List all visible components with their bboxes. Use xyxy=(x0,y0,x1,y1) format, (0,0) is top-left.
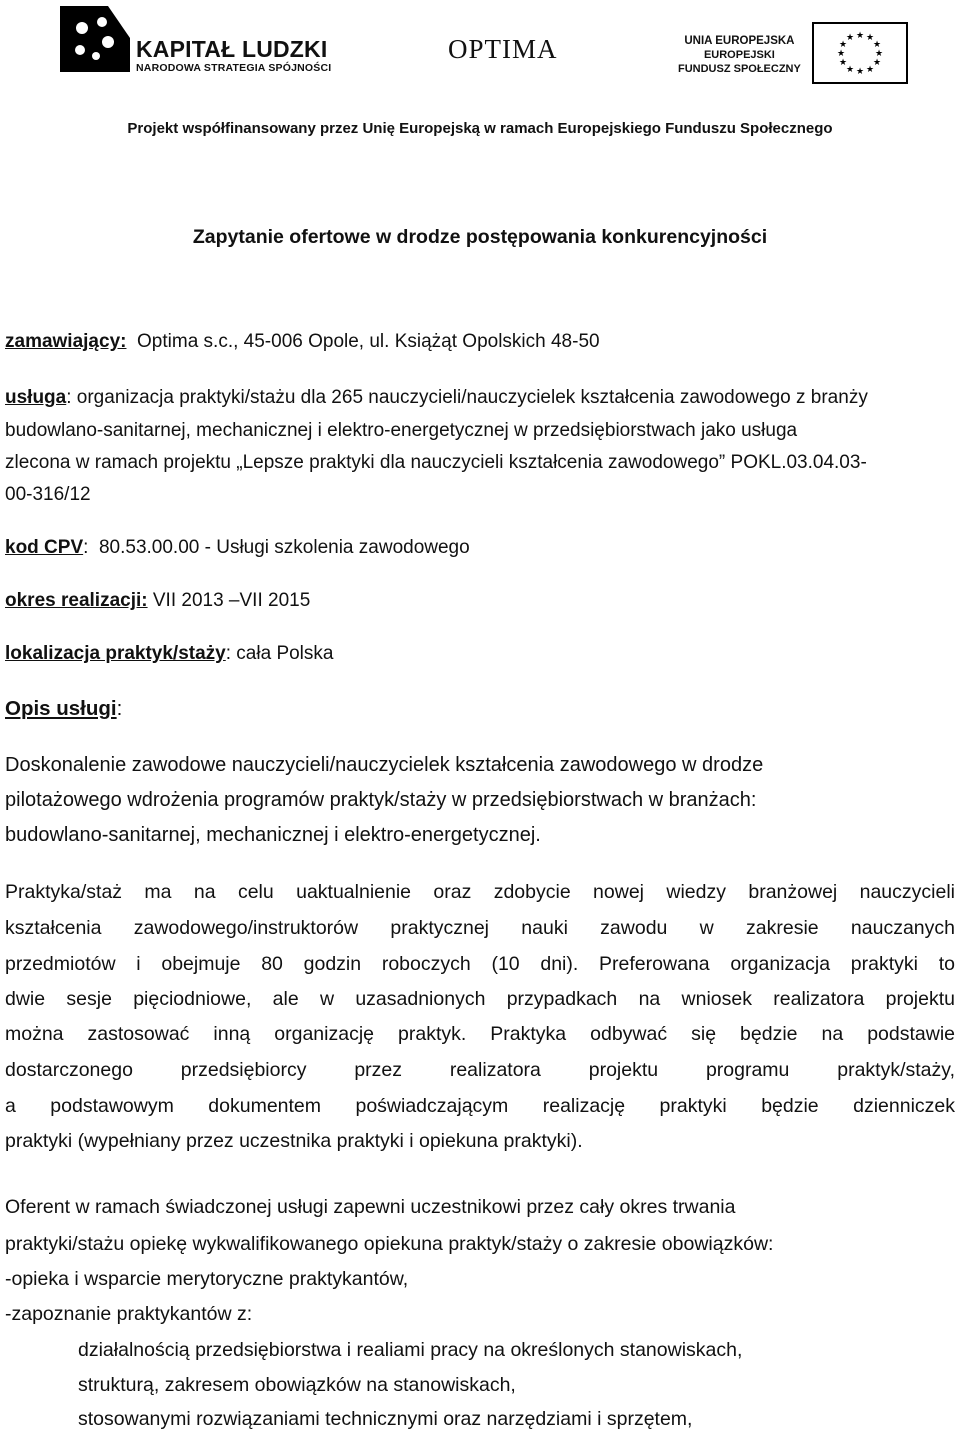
description-suffix: : xyxy=(116,697,123,720)
cpv-label: kod CPV xyxy=(5,537,84,558)
paragraph-3-line: Oferent w ramach świadczonej usługi zapewni uczestnikowi przez cały okres trwania xyxy=(5,1196,736,1218)
paragraph-3-line: -opieka i wsparcie merytoryczne praktykantów, xyxy=(5,1268,409,1290)
project-cofinancing-line: Projekt współfinansowany przez Unię Europejską w ramach Europejskiego Funduszu Społecznego xyxy=(127,120,833,137)
page-title: Zapytanie ofertowe w drodze postępowania konkurencyjności xyxy=(192,226,768,248)
eu-line-1: UNIA EUROPEJSKA xyxy=(684,35,795,47)
svg-text:★: ★ xyxy=(872,40,882,50)
location-label: lokalizacja praktyk/staży xyxy=(5,643,226,664)
service-line-1 xyxy=(5,387,868,409)
svg-text:★: ★ xyxy=(855,31,865,41)
ordering-party-value: Optima s.c., 45-006 Opole, ul. Książąt Opolskich 48-50 xyxy=(126,331,600,352)
paragraph-2-line: a podstawowym dokumentem poświadczającym realizację praktyki będzie dzienniczek xyxy=(5,1095,955,1117)
location-value: : cała Polska xyxy=(225,643,334,664)
paragraph-1-line: budowlano-sanitarnej, mechanicznej i elektro-energetycznej. xyxy=(5,824,541,846)
description-label: Opis usługi xyxy=(5,697,117,720)
service-line-4: 00-316/12 xyxy=(5,484,91,505)
indented-list-item: strukturą, zakresem obowiązków na stanowiskach, xyxy=(78,1374,516,1396)
svg-text:★: ★ xyxy=(838,40,848,50)
service-line-1-text: : organizacja praktyki/stażu dla 265 nauczycieli/nauczycielek kształcenia zawodowego z branży xyxy=(66,387,868,408)
indented-list-item: działalnością przedsiębiorstwa i realiami pracy na określonych stanowiskach, xyxy=(78,1339,743,1361)
cpv-line xyxy=(5,537,470,559)
kapital-ludzki-logo-icon xyxy=(58,4,132,74)
svg-text:★: ★ xyxy=(836,49,846,59)
svg-text:★: ★ xyxy=(838,58,848,68)
paragraph-3-line: praktyki/stażu opiekę wykwalifikowanego opiekuna praktyk/staży o zakresie obowiązków: xyxy=(5,1233,774,1255)
location-line xyxy=(5,643,333,665)
kapital-ludzki-subtitle: NARODOWA STRATEGIA SPÓJNOŚCI xyxy=(136,62,332,74)
paragraph-2-line: kształcenia zawodowego/instruktorów praktycznej nauki zawodu w zakresie nauczanych xyxy=(5,917,955,939)
svg-text:★: ★ xyxy=(855,67,865,77)
cpv-value: : 80.53.00.00 - Usługi szkolenia zawodowego xyxy=(83,537,470,558)
service-label: usługa xyxy=(5,387,67,408)
paragraph-2-line: przedmiotów i obejmuje 80 godzin roboczych (10 dni). Preferowana organizacja praktyki to xyxy=(5,953,955,975)
service-line-3: zlecona w ramach projektu „Lepsze praktyki dla nauczycieli kształcenia zawodowego” POKL.03.04.03- xyxy=(5,452,867,473)
paragraph-2-line: Praktyka/staż ma na celu uaktualnienie oraz zdobycie nowej wiedzy branżowej nauczycieli xyxy=(5,881,955,903)
ordering-party-label: zamawiający: xyxy=(5,331,127,352)
eu-flag-icon xyxy=(812,22,908,84)
svg-text:★: ★ xyxy=(874,49,884,59)
indented-list-item: stosowanymi rozwiązaniami technicznymi oraz narzędziami i sprzętem, xyxy=(78,1408,693,1430)
period-label: okres realizacji: xyxy=(5,590,148,611)
paragraph-3-line: -zapoznanie praktykantów z: xyxy=(5,1303,253,1325)
svg-text:★: ★ xyxy=(865,33,875,43)
optima-logo: OPTIMA xyxy=(448,34,558,64)
ordering-party-line xyxy=(5,331,600,353)
description-heading xyxy=(5,697,122,721)
paragraph-2-line: dwie sesje pięciodniowe, ale w uzasadnionych przypadkach na wniosek realizatora projektu xyxy=(5,988,955,1010)
svg-text:★: ★ xyxy=(865,65,875,75)
eu-logo-text xyxy=(678,34,801,76)
paragraph-2-line: można zastosować inną organizację praktyk. Praktyka odbywać się będzie na podstawie xyxy=(5,1023,955,1045)
eu-line-3: FUNDUSZ SPOŁECZNY xyxy=(678,63,801,75)
paragraph-2-line: praktyki (wypełniany przez uczestnika praktyki i opiekuna praktyki). xyxy=(5,1130,583,1152)
paragraph-1-line: pilotażowego wdrożenia programów praktyk/staży w przedsiębiorstwach w branżach: xyxy=(5,789,757,811)
svg-text:★: ★ xyxy=(845,65,855,75)
period-value: VII 2013 –VII 2015 xyxy=(147,590,311,611)
kapital-ludzki-title: KAPITAŁ LUDZKI xyxy=(136,36,328,62)
eu-line-2: EUROPEJSKI xyxy=(703,49,775,61)
svg-text:★: ★ xyxy=(845,33,855,43)
paragraph-1-line: Doskonalenie zawodowe nauczycieli/nauczycielek kształcenia zawodowego w drodze xyxy=(5,754,764,776)
period-line xyxy=(5,590,310,612)
service-line-2: budowlano-sanitarnej, mechanicznej i elektro-energetycznej w przedsiębiorstwach jako usługa xyxy=(5,420,798,441)
paragraph-2-line: dostarczonego przedsiębiorcy przez realizatora projektu programu praktyk/staży, xyxy=(5,1059,955,1081)
svg-text:★: ★ xyxy=(872,58,882,68)
